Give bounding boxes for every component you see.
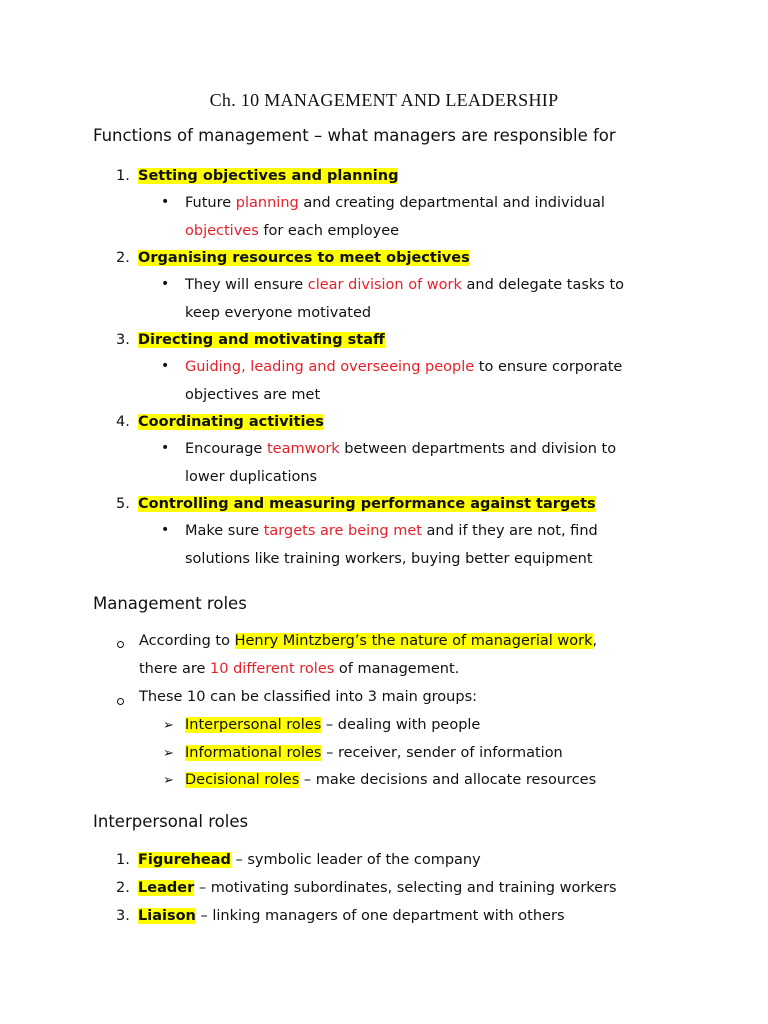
text: Make sure xyxy=(185,523,264,539)
sub-line xyxy=(185,469,317,485)
text: there are xyxy=(139,661,211,677)
emphasis-text: teamwork xyxy=(266,441,340,457)
item-number: 3. xyxy=(116,908,130,924)
paragraph-groups: These 10 can be classified into 3 main groups: xyxy=(139,689,478,705)
text: and if they are not, find xyxy=(421,523,598,539)
numbered-item xyxy=(116,250,470,266)
item-label: Leader xyxy=(138,880,195,896)
numbered-item xyxy=(116,168,398,184)
text: They will ensure xyxy=(185,277,308,293)
numbered-item xyxy=(116,496,596,512)
circle-bullet xyxy=(117,641,124,648)
bullet-dot: • xyxy=(161,358,170,374)
item-label: Liaison xyxy=(138,908,196,924)
sub-line xyxy=(185,551,593,567)
highlighted-text: Decisional roles xyxy=(185,772,300,788)
item-number: 5. xyxy=(116,496,130,512)
arrow-bullet-icon: ➢ xyxy=(163,773,174,788)
emphasis-text: targets are being met xyxy=(263,523,422,539)
text: According to xyxy=(139,633,235,649)
text: , xyxy=(592,633,598,649)
emphasis-text: planning xyxy=(235,195,299,211)
sub-line xyxy=(185,359,622,375)
sub-line xyxy=(185,305,371,321)
item-label: Controlling and measuring performance against targets xyxy=(138,496,596,512)
section-heading-interpersonal-roles: Interpersonal roles xyxy=(93,812,249,831)
highlighted-text: Interpersonal roles xyxy=(185,717,322,733)
numbered-item xyxy=(116,852,481,868)
text: objectives are met xyxy=(185,386,321,403)
sub-line xyxy=(185,441,616,457)
numbered-item xyxy=(116,414,324,430)
role-group-item xyxy=(185,745,563,761)
arrow-bullet-icon: ➢ xyxy=(163,718,174,733)
emphasis-text: 10 different roles xyxy=(210,661,335,677)
sub-line xyxy=(185,277,624,293)
bullet-dot: • xyxy=(161,194,170,210)
section-heading-functions: Functions of management – what managers are responsible for xyxy=(93,126,616,145)
text: of management. xyxy=(334,661,460,677)
numbered-item xyxy=(116,908,565,924)
item-number: 3. xyxy=(116,332,130,348)
emphasis-text: clear division of work xyxy=(307,277,462,293)
text: lower duplications xyxy=(185,468,318,485)
text: Encourage xyxy=(185,441,267,457)
item-number: 1. xyxy=(116,852,130,868)
item-number: 2. xyxy=(116,880,130,896)
role-group-item xyxy=(185,772,596,788)
text: between departments and division to xyxy=(339,441,617,457)
sub-line xyxy=(185,523,598,539)
highlighted-text: Henry Mintzberg’s the nature of managerial work xyxy=(234,633,593,649)
page-title: Ch. 10 MANAGEMENT AND LEADERSHIP xyxy=(209,90,559,110)
paragraph-mintzberg xyxy=(139,633,597,649)
bullet-dot: • xyxy=(161,276,170,292)
numbered-item xyxy=(116,332,385,348)
bullet-dot: • xyxy=(161,440,170,456)
item-label: Coordinating activities xyxy=(138,414,324,430)
emphasis-text: Guiding, leading and overseeing people xyxy=(185,359,475,375)
text: – linking managers of one department with others xyxy=(195,908,565,924)
numbered-item xyxy=(116,880,617,896)
text: and delegate tasks to xyxy=(461,277,625,293)
highlighted-text: Informational roles xyxy=(185,744,322,761)
text: to ensure corporate xyxy=(474,359,623,375)
emphasis-text: objectives xyxy=(185,222,259,239)
item-number: 1. xyxy=(116,168,130,184)
sub-line xyxy=(185,195,605,211)
text: – motivating subordinates, selecting and training workers xyxy=(194,880,617,896)
item-label: Directing and motivating staff xyxy=(138,332,385,348)
paragraph-roles-count xyxy=(139,661,459,677)
role-group-item xyxy=(185,717,480,733)
item-label: Organising resources to meet objectives xyxy=(138,250,470,266)
text: and creating departmental and individual xyxy=(298,195,605,211)
text: – receiver, sender of information xyxy=(321,744,563,761)
item-number: 2. xyxy=(116,250,130,266)
circle-bullet xyxy=(117,698,124,705)
sub-line xyxy=(185,387,320,403)
bullet-dot: • xyxy=(161,522,170,538)
item-number: 4. xyxy=(116,414,130,430)
text: keep everyone motivated xyxy=(185,304,372,321)
text: – make decisions and allocate resources xyxy=(299,772,597,788)
text: for each employee xyxy=(258,222,400,239)
section-heading-management-roles: Management roles xyxy=(93,594,247,613)
sub-line xyxy=(185,223,399,239)
arrow-bullet-icon: ➢ xyxy=(163,745,174,761)
text: Future xyxy=(185,195,236,211)
text: – dealing with people xyxy=(321,717,481,733)
text: – symbolic leader of the company xyxy=(230,852,481,868)
item-label: Figurehead xyxy=(138,852,231,868)
text: solutions like training workers, buying better equipment xyxy=(185,550,593,567)
item-label: Setting objectives and planning xyxy=(138,168,399,184)
